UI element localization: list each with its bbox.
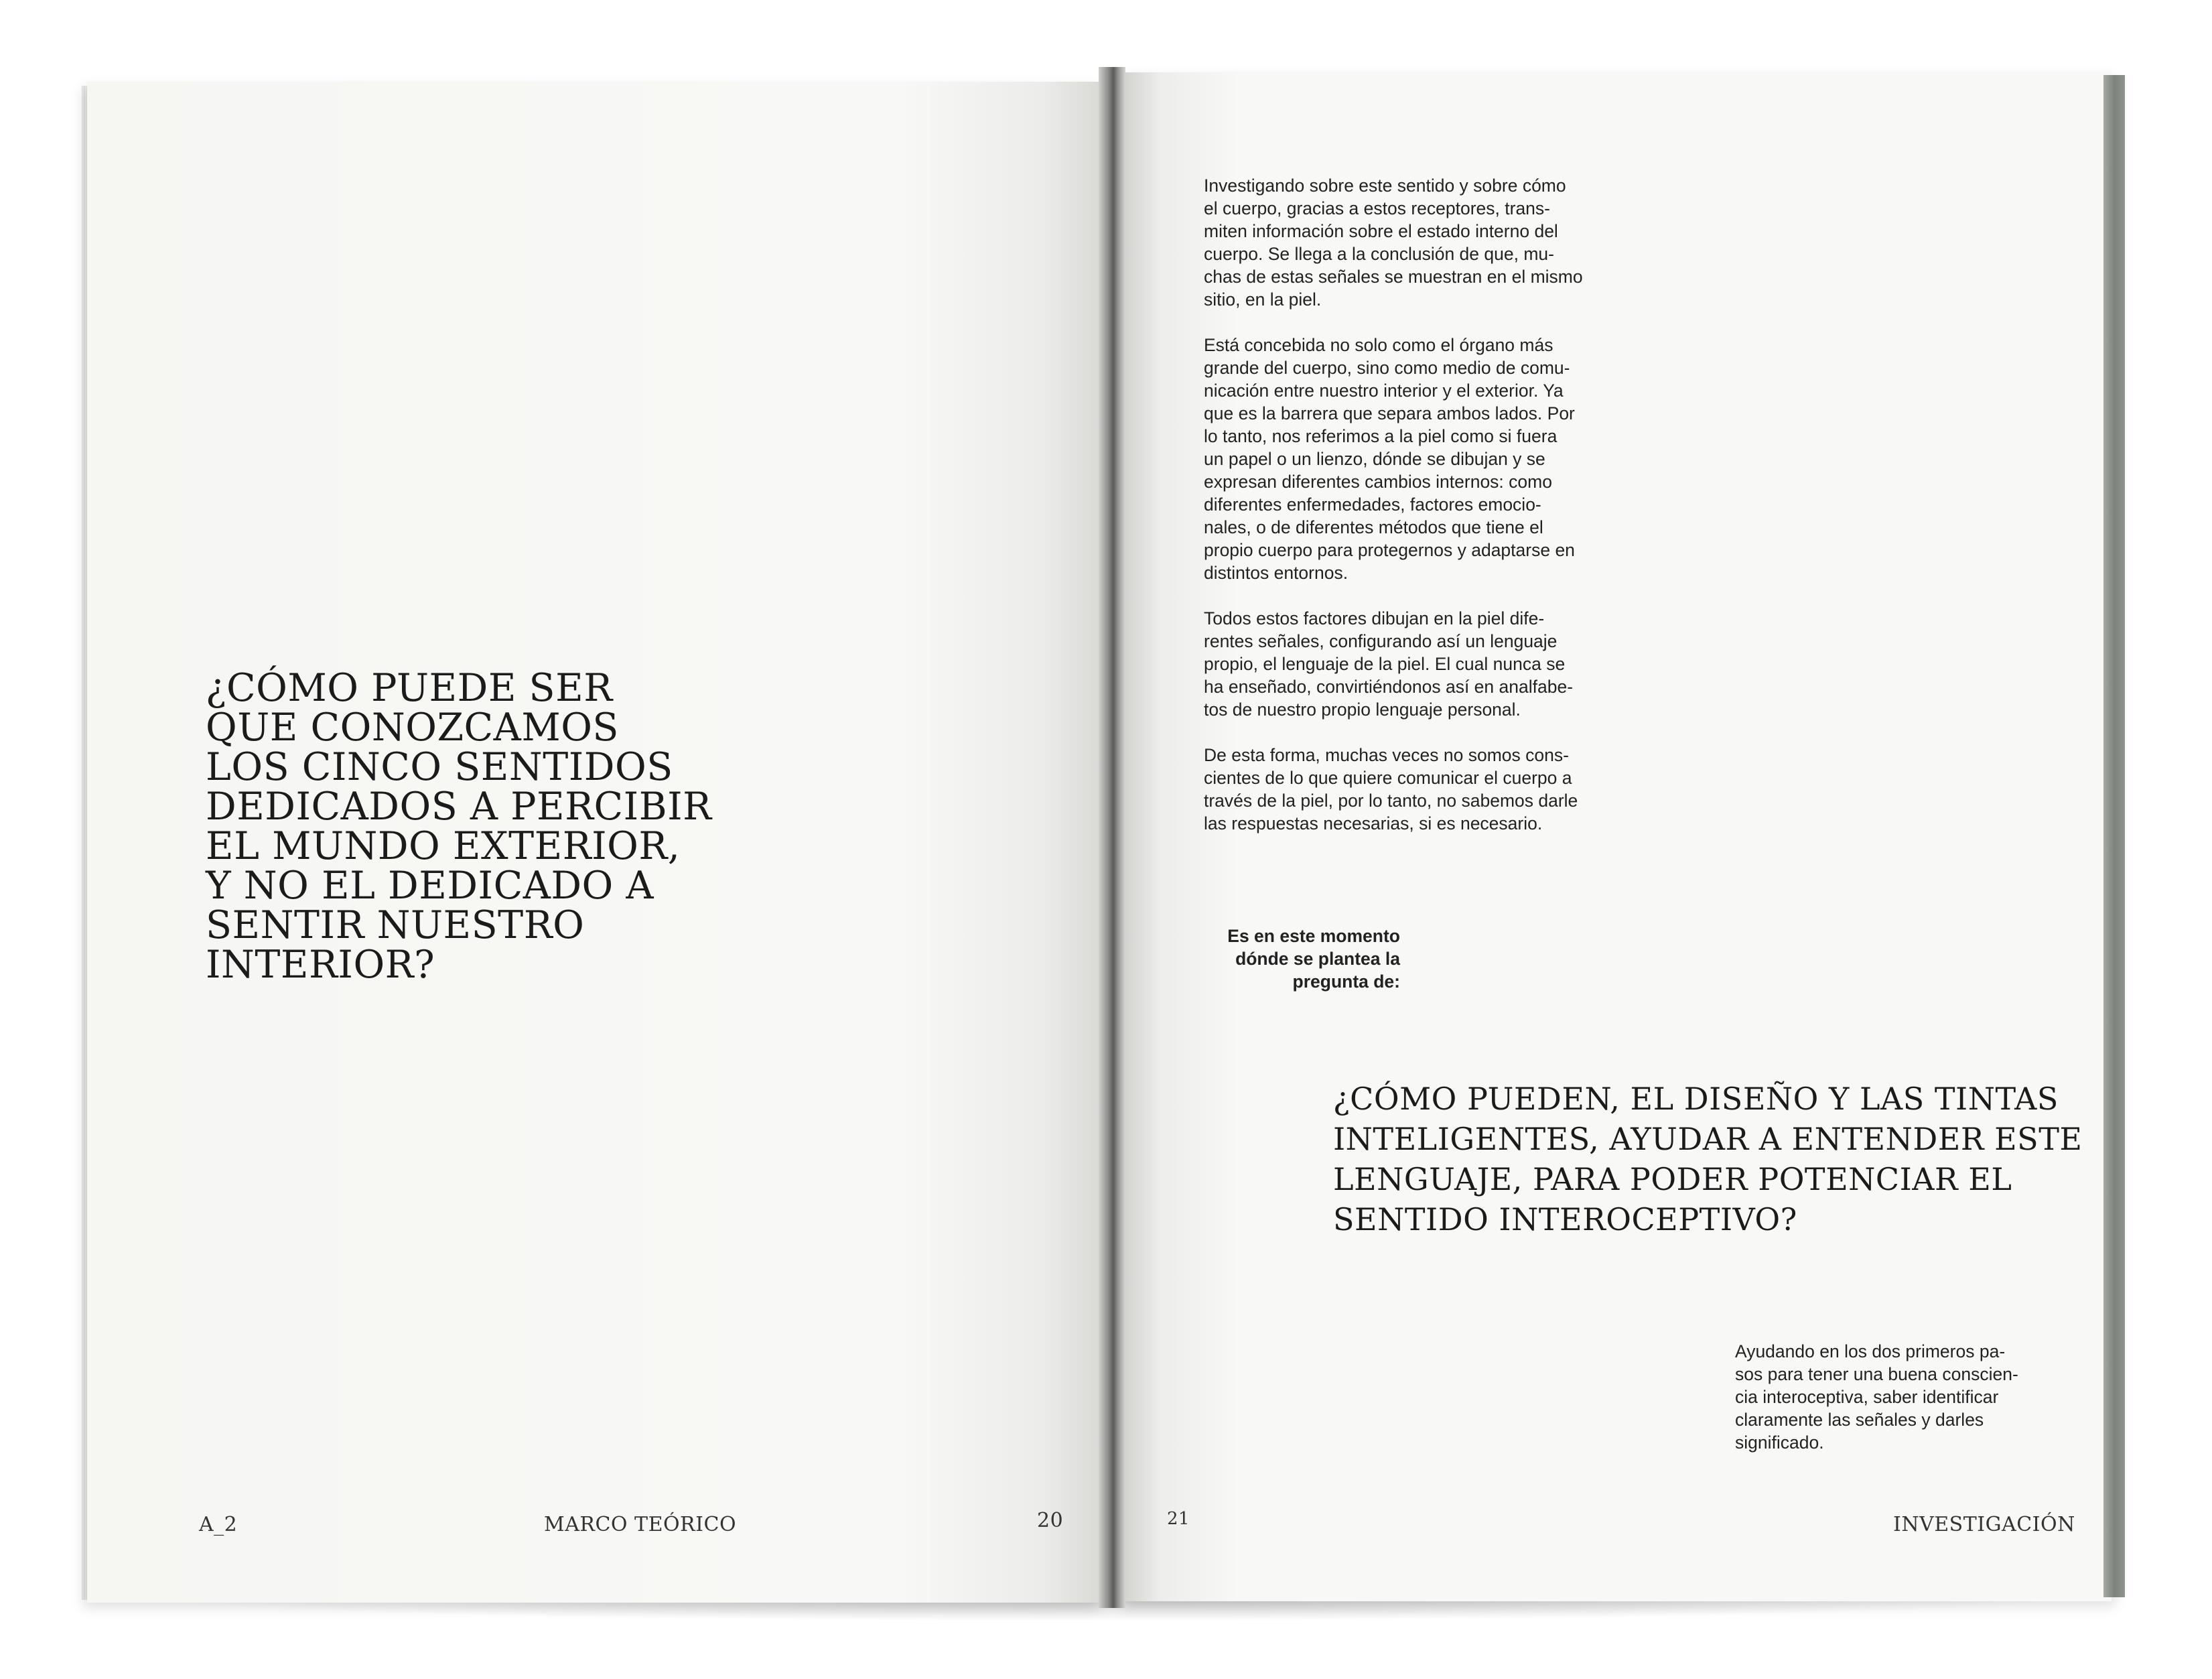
- question-line: INTERIOR?: [206, 943, 435, 987]
- paragraph: [1204, 334, 1633, 584]
- question-line: INTELIGENTES, AYUDAR A ENTENDER ESTE: [1333, 1121, 2083, 1157]
- left-footer-page-number: 20: [1037, 1509, 1064, 1532]
- left-page-question: [206, 666, 782, 987]
- text-line: Todos estos factores dibujan en la piel dife-: [1204, 608, 1545, 628]
- text-line: ha enseñado, convirtiéndonos así en analfabe-: [1204, 677, 1574, 697]
- question-line: SENTIR NUESTRO: [206, 903, 585, 947]
- text-line: cuerpo. Se llega a la conclusión de que, mu-: [1204, 244, 1554, 264]
- text-line: diferentes enfermedades, factores emocio-: [1204, 494, 1541, 515]
- text-line: propio, el lenguaje de la piel. El cual nunca se: [1204, 654, 1566, 674]
- text-line: sitio, en la piel.: [1204, 289, 1322, 310]
- question-line: LOS CINCO SENTIDOS: [206, 745, 673, 789]
- text-line: De esta forma, muchas veces no somos cons-: [1204, 745, 1569, 765]
- text-line: Ayudando en los dos primeros pa-: [1735, 1341, 2006, 1361]
- text-line: grande del cuerpo, sino como medio de comu-: [1204, 358, 1570, 378]
- right-footer-section-title: INVESTIGACIÓN: [1893, 1513, 2075, 1536]
- text-line: las respuestas necesarias, si es necesario.: [1204, 813, 1543, 833]
- question-line: ¿CÓMO PUEDEN, EL DISEÑO Y LAS TINTAS: [1333, 1081, 2059, 1117]
- text-line: nicación entre nuestro interior y el exterior. Ya: [1204, 381, 1564, 401]
- text-line: Es en este momento: [1227, 926, 1400, 946]
- text-line: través de la piel, por lo tanto, no sabemos darle: [1204, 791, 1578, 811]
- question-line: ¿CÓMO PUEDE SER: [206, 666, 613, 710]
- left-footer-section-code: A_2: [199, 1513, 238, 1536]
- text-line: chas de estas señales se muestran en el mismo: [1204, 267, 1583, 287]
- paragraph: [1204, 174, 1633, 311]
- text-line: un papel o un lienzo, dónde se dibujan y se: [1204, 449, 1545, 469]
- closing-paragraph: [1735, 1340, 2057, 1454]
- text-line: tos de nuestro propio lenguaje personal.: [1204, 699, 1521, 720]
- paragraph: [1204, 607, 1633, 721]
- text-line: distintos entornos.: [1204, 563, 1349, 583]
- question-line: EL MUNDO EXTERIOR,: [206, 824, 681, 868]
- text-line: Está concebida no solo como el órgano más: [1204, 335, 1553, 355]
- question-line: LENGUAJE, PARA PODER POTENCIAR EL: [1333, 1161, 2012, 1197]
- book-gutter: [1099, 67, 1125, 1608]
- text-line: Investigando sobre este sentido y sobre cómo: [1204, 176, 1566, 196]
- text-line: que es la barrera que separa ambos lados. Por: [1204, 403, 1575, 423]
- text-line: cia interoceptiva, saber identificar: [1735, 1387, 1999, 1407]
- question-line: DEDICADOS A PERCIBIR: [206, 785, 712, 829]
- left-footer-section-title: MARCO TEÓRICO: [544, 1513, 737, 1536]
- text-line: dónde se plantea la: [1235, 949, 1400, 969]
- text-line: expresan diferentes cambios internos: como: [1204, 472, 1552, 492]
- right-footer-page-number: 21: [1167, 1509, 1190, 1529]
- text-line: propio cuerpo para protegernos y adaptarse en: [1204, 540, 1575, 560]
- right-page-body: [1204, 174, 1633, 858]
- text-line: significado.: [1735, 1432, 1824, 1453]
- question-line: Y NO EL DEDICADO A: [206, 864, 654, 908]
- question-line: QUE CONOZCAMOS: [206, 706, 619, 750]
- text-line: pregunta de:: [1292, 971, 1400, 992]
- text-line: lo tanto, nos referimos a la piel como si fuera: [1204, 426, 1558, 446]
- text-line: el cuerpo, gracias a estos receptores, trans-: [1204, 198, 1550, 218]
- book-cover-edge: [2103, 75, 2125, 1597]
- text-line: sos para tener una buena conscien-: [1735, 1364, 2018, 1384]
- text-line: nales, o de diferentes métodos que tiene el: [1204, 517, 1543, 537]
- intro-question: [1199, 925, 1400, 993]
- paragraph: [1204, 744, 1633, 835]
- text-line: miten información sobre el estado interno del: [1204, 221, 1558, 241]
- text-line: rentes señales, configurando así un lenguaje: [1204, 631, 1558, 651]
- question-line: SENTIDO INTEROCEPTIVO?: [1333, 1201, 1797, 1237]
- right-page-question: [1333, 1079, 2083, 1239]
- text-line: cientes de lo que quiere comunicar el cuerpo a: [1204, 768, 1572, 788]
- text-line: claramente las señales y darles: [1735, 1410, 1984, 1430]
